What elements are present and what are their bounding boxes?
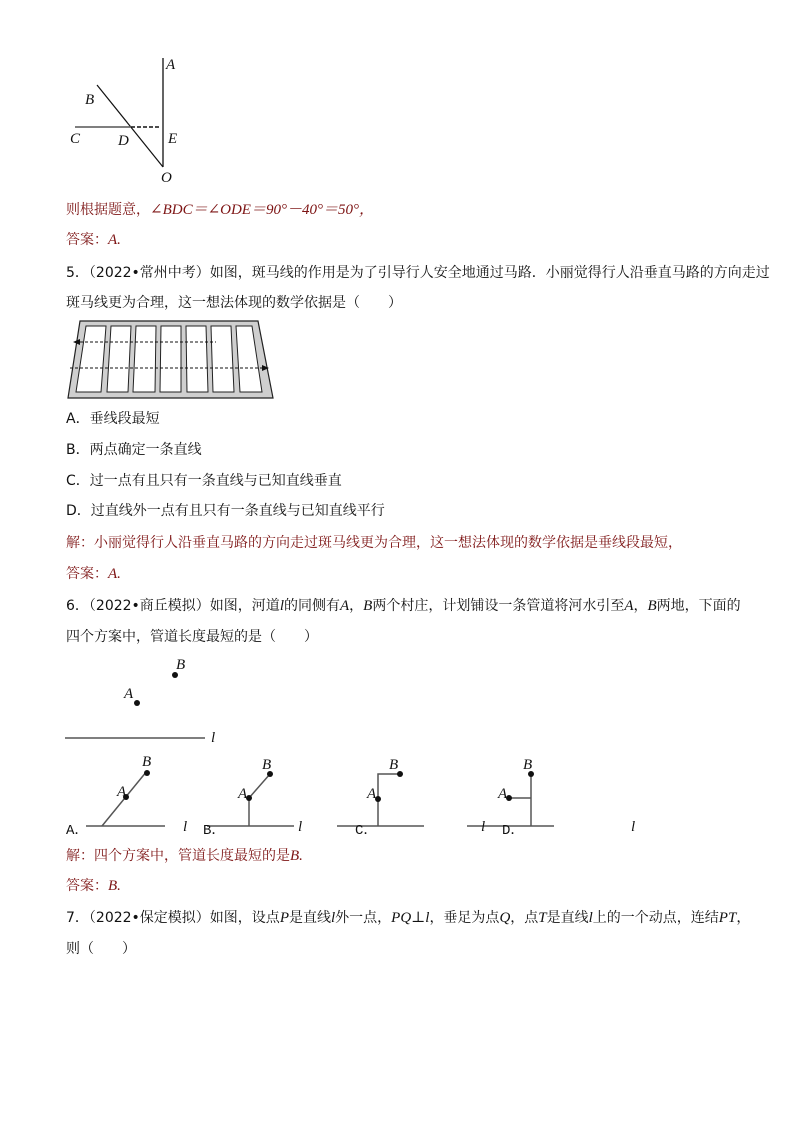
q5-solution: 解：小丽觉得行人沿垂直马路的方向走过斑马线更为合理，这一想法体现的数学依据是垂线段最短， (66, 535, 682, 551)
question-number: 6． (66, 598, 89, 614)
q6-stem-line2: 四个方案中，管道长度最短的是（ ） (66, 629, 318, 645)
main-figure (65, 657, 215, 746)
label-B: B (262, 757, 272, 773)
text: ，垂足为点 (429, 910, 500, 926)
question-text: （2022•常州中考）如图，斑马线的作用是为了引导行人安全地通过马路．小丽觉得行人沿垂直马路的方向走过 (88, 265, 770, 281)
text: 两个村庄，计划铺设一条管道将河水引至 (372, 598, 625, 614)
label-E: E (168, 131, 178, 147)
label-A: A (238, 786, 248, 802)
q6-solution (66, 847, 303, 865)
math: PQ⊥l (391, 910, 430, 926)
label-l: l (298, 819, 303, 835)
option-a: A．垂线段最短 (66, 411, 160, 427)
text: ， (736, 910, 751, 926)
solution-value: B. (290, 848, 303, 864)
label-B: B (85, 92, 95, 108)
label-D: D (118, 133, 129, 149)
text: （2022•商丘模拟）如图，河道 (88, 598, 280, 614)
label-A: A (166, 57, 176, 73)
label-O: O (161, 170, 172, 186)
q7-stem-line2: 则（ ） (66, 941, 136, 957)
q5-stem-line2: 斑马线更为合理，这一想法体现的数学依据是（ ） (66, 295, 402, 311)
answer-value: A. (108, 232, 121, 248)
text: 是直线 (288, 910, 331, 926)
q6-answer (66, 877, 121, 895)
label-l: l (211, 730, 216, 746)
answer-value: B. (108, 878, 121, 894)
text: ， (349, 598, 364, 614)
math: T (538, 910, 547, 926)
text: （2022•保定模拟）如图，设点 (88, 910, 280, 926)
option-c: C．过一点有且只有一条直线与已知直线垂直 (66, 473, 342, 489)
math: PT (718, 910, 737, 926)
label-l: l (631, 819, 636, 835)
label-A: A (124, 686, 134, 702)
label-C: C (70, 131, 81, 147)
label-A: A (117, 784, 127, 800)
label-A: A (367, 786, 377, 802)
option-b: B．两点确定一条直线 (66, 442, 202, 458)
math: A (339, 598, 350, 614)
label-B: B (176, 657, 186, 673)
option-c-label: C． (355, 823, 378, 839)
text: ，点 (510, 910, 539, 926)
solution-prefix: 则根据题意， (66, 202, 150, 218)
label-B: B (523, 757, 533, 773)
text: 的同侧有 (283, 598, 340, 614)
text: 上的一个动点，连结 (592, 910, 719, 926)
math: P (279, 910, 289, 926)
text: ， (633, 598, 648, 614)
option-d-label: D． (502, 823, 525, 839)
label-A: A (498, 786, 508, 802)
text: 两地，下面的 (656, 598, 741, 614)
label-l: l (183, 819, 188, 835)
text: 外一点， (335, 910, 392, 926)
answer-label: 答案： (66, 232, 108, 248)
solution-math: ∠BDC＝∠ODE＝90°－40°＝50°， (150, 202, 374, 218)
math: B (363, 598, 373, 614)
q7-stem-line1 (66, 909, 750, 927)
answer-label: 答案： (66, 566, 108, 582)
question-number: 5． (66, 265, 89, 281)
math: Q (499, 910, 511, 926)
option-b-label: B． (203, 823, 226, 839)
solution-text: 解：四个方案中，管道长度最短的是 (66, 848, 290, 864)
label-B: B (142, 754, 152, 770)
option-a-label: A． (66, 823, 89, 839)
option-d: D．过直线外一点有且只有一条直线与已知直线平行 (66, 503, 385, 519)
math: l (330, 910, 336, 926)
math: l (279, 598, 284, 614)
question-number: 7． (66, 910, 89, 926)
label-B: B (389, 757, 399, 773)
label-l: l (481, 819, 486, 835)
math: A (624, 598, 634, 614)
answer-label: 答案： (66, 878, 108, 894)
math: B (647, 598, 657, 614)
text: 是直线 (546, 910, 589, 926)
answer-value: A. (108, 566, 121, 582)
math: l (588, 910, 593, 926)
